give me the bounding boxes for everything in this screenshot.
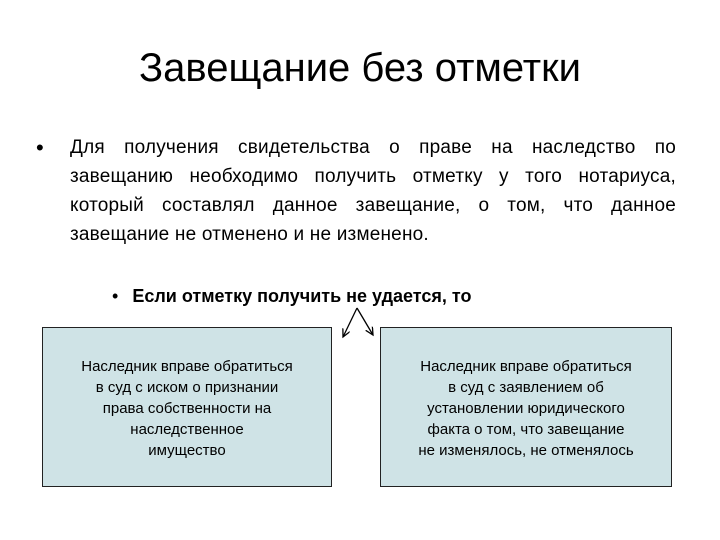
arrow-right — [357, 308, 373, 335]
box-text-line: не изменялось, не отменялось — [418, 442, 634, 459]
box-text-line: имущество — [148, 442, 226, 459]
box-text-line: наследственное — [130, 421, 244, 438]
arrow-left — [343, 308, 357, 337]
box-text-line: в суд с заявлением об — [448, 379, 604, 396]
main-bullet — [36, 133, 676, 249]
box-text-line: права собственности на — [102, 400, 272, 417]
box-text-line: установлении юридического — [427, 400, 625, 417]
box-text-line: в суд с иском о признании — [95, 379, 279, 396]
sub-bullet-marker: • — [112, 286, 119, 306]
slide-title: Завещание без отметки — [139, 46, 581, 90]
box-text-line: Наследник вправе обратиться — [420, 358, 632, 375]
sub-bullet-text: Если отметку получить не удается, то — [132, 286, 472, 306]
main-bullet-text: Для получения свидетельства о праве на наследство по завещанию необходимо получить отметку у того нотариуса, который составлял данное завещание, о том, что данное завещание не отменено и не изменено. — [70, 137, 676, 245]
outcome-box-fact-establishment — [380, 327, 672, 487]
box-text-line: факта о том, что завещание — [427, 421, 625, 438]
outcome-box-lawsuit — [42, 327, 332, 487]
box-text-line: Наследник вправе обратиться — [81, 358, 293, 375]
sub-bullet — [112, 283, 471, 309]
bullet-marker: • — [36, 135, 44, 160]
